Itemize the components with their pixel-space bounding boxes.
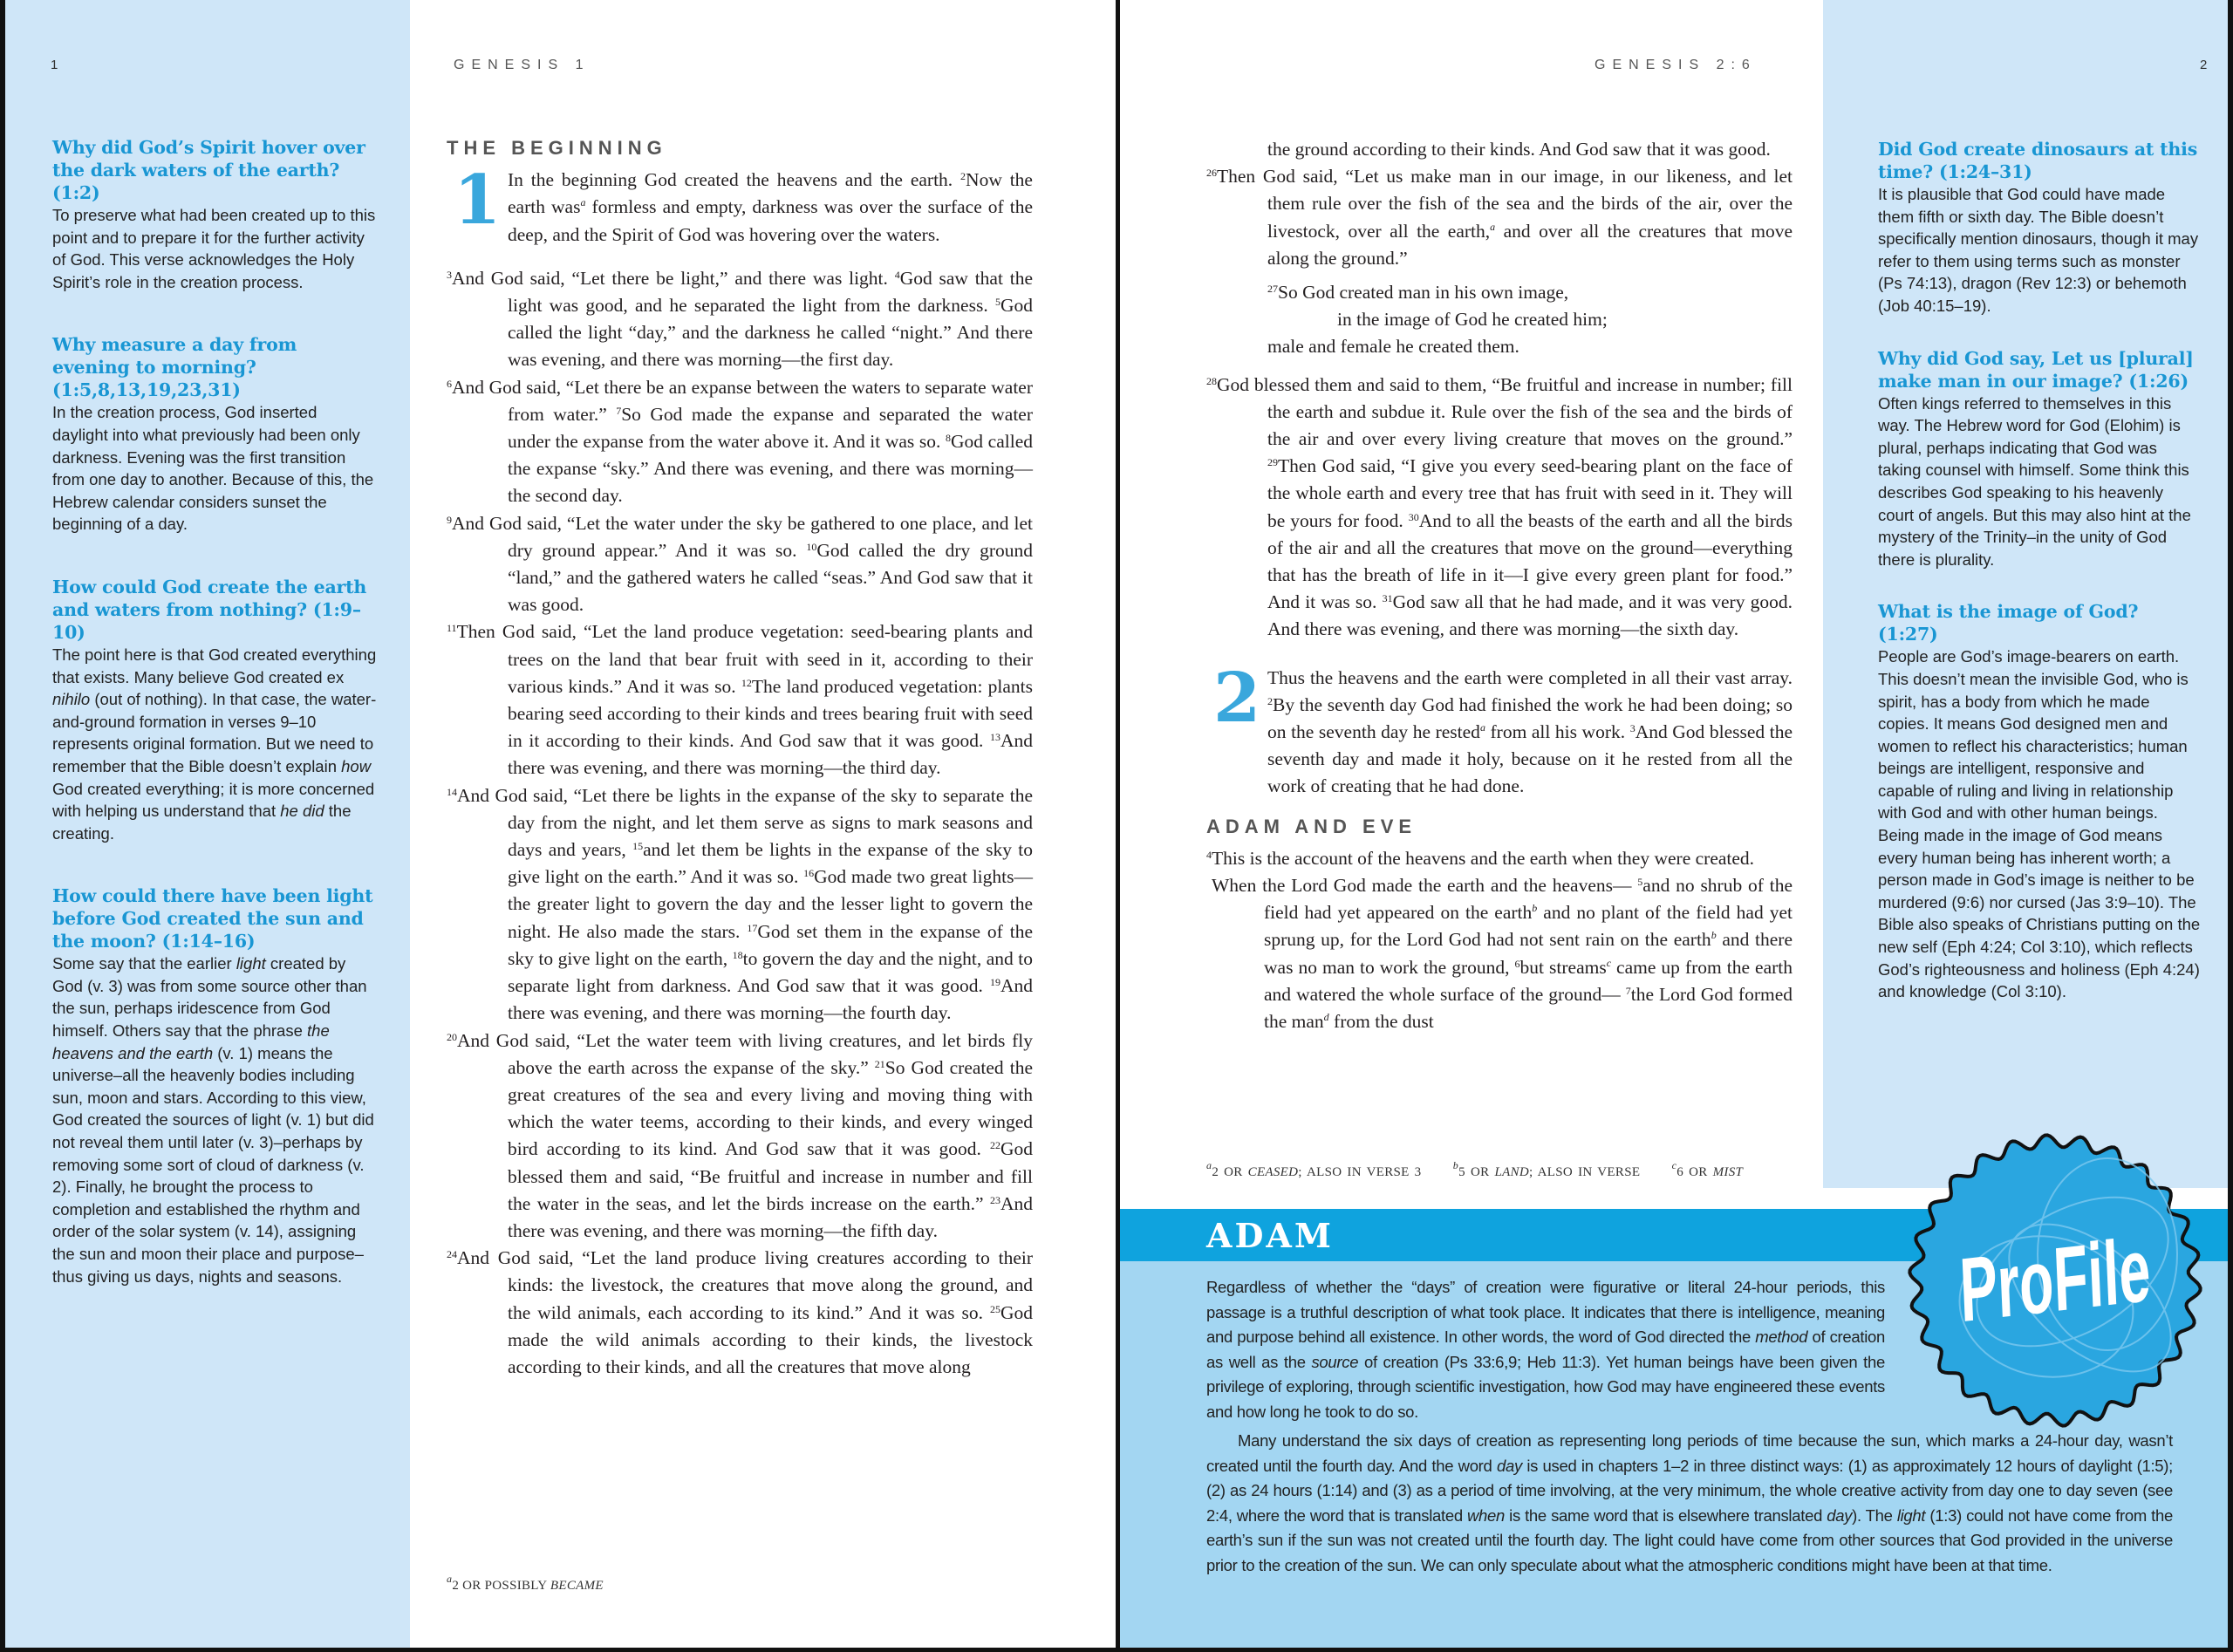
verse-number: 13 (989, 731, 1000, 744)
qa-item (1878, 347, 2201, 571)
verse-number: 6 (447, 377, 452, 390)
footnote-marker: b (1532, 902, 1538, 915)
qa-item (1878, 138, 2201, 317)
verse-number: 29 (1267, 456, 1278, 469)
italic-text: CEASED (1247, 1165, 1299, 1179)
footnote: $^a$2 OR POSSIBLY BECAME (447, 1573, 604, 1593)
verse-number: 8 (946, 432, 952, 445)
qa-item (52, 333, 377, 536)
verse-paragraph (1206, 658, 1793, 801)
verse-text: Thus the heavens and the earth were completed in all their vast array. $^2$By the seventh day God had finished the work he had been doing; so on the seventh day he rested$^a$ from all his work. $^3$And God blessed the seventh day and made it holy, because on it he rested from all the work of creating that he had done. (1267, 666, 1793, 797)
qa-body: In the creation process, God inserted daylight into what previously had been only darkness. Evening was the first transition from one day to another. Because of this, the Hebrew calendar considers sunset the beginning of a day. (52, 403, 374, 534)
footnotes-right (1206, 1159, 1744, 1180)
running-head-left: GENESIS 1 (454, 58, 591, 72)
poem-line: in the image of God he created him; (1337, 309, 1608, 331)
verse-number: 3 (447, 268, 452, 281)
qa-title: How could there have been light before God created the sun and the moon? (1:14–16) (52, 885, 373, 952)
verse-number: 28 (1206, 374, 1217, 387)
italic-text: light (236, 954, 266, 973)
right-sidebar-questions (1878, 138, 2201, 1043)
footnote-marker: a (580, 196, 586, 209)
page-edge-bottom (0, 1648, 2233, 1652)
verse-number: 17 (747, 921, 758, 934)
verse-number: 10 (806, 540, 817, 553)
verse-number: 16 (803, 867, 815, 880)
verse-number: 3 (1629, 722, 1635, 735)
italic-text: the heavens and the earth (52, 1021, 330, 1062)
qa-title: What is the image of God? (1:27) (1878, 601, 2139, 645)
verse-number: 21 (874, 1057, 885, 1070)
verse-number: 31 (1382, 592, 1393, 605)
verse-number: 20 (447, 1030, 457, 1043)
italic-text: how (341, 756, 372, 775)
verse-paragraph: $^{28}$God blessed them and said to them, “Be fruitful and increase in number; fill the earth and subdue it. Rule over the fish of the sea and the birds of the air and over every living creature that moves on the ground.” $^{29}$Then God said, “I give you every seed-bearing plant on the face of the whole earth and every tree that has fruit with seed in it. They will be yours for food. $^{30}$And to all the beasts of the earth and all the birds of the air and all the creatures that move on the ground—everything that has the breath of life in it—I give every green plant for food.” And it was so. $^{31}$God saw all that he had made, and it was very good. And there was evening, and there was morning—the sixth day. (1206, 373, 1793, 640)
qa-title: How could God create the earth and waters from nothing? (1:9–10) (52, 576, 367, 643)
footnote-marker: d (1323, 1011, 1329, 1024)
page-edge-right (2228, 0, 2233, 1652)
badge-label: ProFile (1957, 1219, 2153, 1341)
verse-paragraph: $^{11}$Then God said, “Let the land produce vegetation: seed-bearing plants and trees on the land that bear fruit with seed in it, according to their various kinds.” And it was so. $^{12}$The land produced vegetation: plants bearing seed according to their kinds and trees bearing fruit with seed in it according to their kinds. And God saw that it was good. $^{13}$And there was evening, and there was morning—the third day. (447, 621, 1033, 779)
verse-number: 7 (1625, 984, 1631, 997)
verse-paragraph: When the Lord God made the earth and the heavens— $^5$and no shrub of the field had yet appeared on the earth$^b$ and no plant of the field had yet sprung up, for the Lord God had not sent rain on the earth$^b$ and there was no man to work the ground, $^6$but streams$^c$ came up from the earth and watered the whole surface of the ground— $^7$the Lord God formed the man$^d$ from the dust (1212, 875, 1793, 1033)
verse-number: 5 (994, 296, 1000, 309)
poem-line: male and female he created them. (1267, 336, 1519, 358)
page-number-left: 1 (51, 58, 58, 72)
page-number-right: 2 (2200, 58, 2208, 72)
verse-number: 22 (989, 1139, 1000, 1152)
qa-title: Did God create dinosaurs at this time? (1:24–31) (1878, 139, 2198, 182)
qa-body: It is plausible that God could have made them fifth or sixth day. The Bible doesn’t specifically mention dinosaurs, though it may refer to them using terms such as monster (Ps 74:13), dragon (Rev 12:3) or behemoth (Job 40:15–19). (1878, 185, 2199, 315)
verse-number: 4 (894, 268, 900, 281)
italic-text: method (1755, 1328, 1808, 1347)
verse-number: 2 (960, 170, 966, 183)
italic-text: BECAME (550, 1579, 604, 1593)
verse-paragraph: $^9$And God said, “Let the water under the sky be gathered to one place, and let dry ground appear.” And it was so. $^{10}$God called the dry ground “land,” and the gathered waters he called “seas.” And God saw that it was good. (447, 512, 1034, 616)
verse-number: 26 (1206, 167, 1217, 180)
footnote-marker: c (1606, 956, 1612, 969)
verse-number: 11 (447, 622, 457, 635)
verse-number: 6 (1514, 957, 1520, 970)
footnote: $^b$5 OR LAND; ALSO IN VERSE (1452, 1159, 1641, 1179)
left-sidebar-questions (52, 136, 377, 1328)
italic-text: day (1827, 1505, 1853, 1525)
poem-line: $^{27}$So God created man in his own image, (1267, 282, 1569, 304)
qa-body: Often kings referred to themselves in this way. The Hebrew word for God (Elohim) is plural, perhaps indicating that God was taking counsel with himself. Some think this describes God speaking to his heavenly court of angels. But this may also hint at the mystery of the Trinity–in the unity of God there is plurality. (1878, 393, 2191, 569)
qa-body: To preserve what had been created up to this point and to prepare it for the further activity of God. This verse acknowledges the Holy Spirit’s role in the creation process. (52, 206, 376, 291)
footnote-marker: a (447, 1573, 453, 1585)
footnote-marker: c (1671, 1159, 1677, 1171)
verse-number: 14 (447, 785, 457, 798)
verse-number: 27 (1267, 283, 1278, 296)
verse-number: 4 (1206, 848, 1212, 861)
italic-text: he did (280, 802, 324, 821)
qa-item (52, 576, 377, 844)
qa-item (52, 136, 377, 293)
footnote: $^a$2 OR CEASED; ALSO IN VERSE 3 (1206, 1159, 1422, 1179)
profile-badge (1898, 1123, 2212, 1437)
verse-text: In the beginning God created the heavens and the earth. $^2$Now the earth was$^a$ formless and empty, darkness was over the surface of the deep, and the Spirit of God was hovering over the waters. (508, 169, 1034, 245)
chapter-number-dropcap: 2 (1213, 658, 1261, 738)
verse-paragraph: $^4$This is the account of the heavens and the earth when they were created. (1206, 847, 1755, 869)
qa-title: Why measure a day from evening to morning? (1:5,8,13,19,23,31) (52, 334, 297, 401)
verse-paragraph: the ground according to their kinds. And God saw that it was good. (1267, 139, 1771, 160)
running-head-right: GENESIS 2:6 (1595, 58, 1757, 72)
italic-text: MIST (1712, 1165, 1744, 1179)
qa-title: Why did God say, Let us [plural] make man in our image? (1:26) (1878, 347, 2194, 392)
verse-number: 25 (989, 1302, 1000, 1315)
footnote-marker: b (1452, 1159, 1459, 1171)
footnote: $^c$6 OR MIST (1671, 1159, 1744, 1179)
verse-number: 9 (447, 513, 452, 526)
verse-number: 19 (989, 976, 1000, 989)
qa-item (1878, 600, 2201, 1003)
footnote-marker: b (1711, 929, 1717, 942)
verse-paragraph: $^3$And God said, “Let there be light,” and there was light. $^4$God saw that the light was good, and he separated the light from the darkness. $^5$God called the light “day,” and the darkness he called “night.” And there was evening, and there was morning—the first day. (447, 267, 1033, 371)
italic-text: when (1467, 1505, 1506, 1525)
section-heading: ADAM AND EVE (1206, 815, 1417, 837)
italic-text: light (1896, 1505, 1926, 1525)
verse-number: 2 (1267, 694, 1273, 707)
verse-number: 7 (616, 404, 622, 417)
verse-paragraph: $^{14}$And God said, “Let there be lights in the expanse of the sky to separate the day from the night, and let them serve as signs to mark seasons and days and years, $^{15}$and let them be lights in the expanse of the sky to give light on the earth.” And it was so. $^{16}$God made two great lights—the greater light to govern the day and the lesser light to govern the night. He also made the stars. $^{17}$God set them in the expanse of the sky to give light on the earth, $^{18}$to govern the day and the night, and to separate light from darkness. And God saw that it was good. $^{19}$And there was evening, and there was morning—the fourth day. (447, 784, 1034, 1024)
footnote-marker: a (1490, 220, 1496, 233)
qa-body: The point here is that God created everything that exists. Many believe God created ex nihilo (out of nothing). In that case, the water-and-ground formation in verses 9–10 represents original formation. But we need to remember that the Bible doesn’t explain how God created everything; it is more concerned with helping us understand that he did the creating. (52, 645, 377, 843)
footnote-marker: a (1479, 721, 1485, 734)
verse-number: 12 (741, 676, 752, 689)
qa-item (52, 884, 377, 1287)
qa-body: People are God’s image-bearers on earth. This doesn’t mean the invisible God, who is spirit, has a body from which he made copies. It means God designed men and women to reflect his characteristics; human beings are intelligent, responsive and capable of ruling and living in relationship with God and with other human beings. Being made in the image of God means every human being has inherent worth; a person made in God’s image is neither to be murdered (9:6) nor cursed (Jas 3:9–10). The Bible also speaks of Christians putting on the new self (Eph 4:24; Col 3:10), which reflects God’s righteousness and holiness (Eph 4:24) and knowledge (Col 3:10). (1878, 647, 2201, 1001)
section-heading: THE BEGINNING (447, 137, 667, 159)
qa-title: Why did God’s Spirit hover over the dark waters of the earth? (1:2) (52, 137, 365, 203)
verse-number: 30 (1408, 510, 1419, 523)
scripture-column-right (1206, 136, 1793, 1035)
verse-paragraph: $^{20}$And God said, “Let the water teem with living creatures, and let birds fly above the earth across the expanse of the sky.” $^{21}$So God created the great creatures of the sea and every living and moving thing with which the water teems, according to their kinds, and every winged bird according to its kind. And God saw that it was good. $^{22}$God blessed them and said, “Be fruitful and increase in number and fill the water in the seas, and let the birds increase on the earth.” $^{23}$And there was evening, and there was morning—the fifth day. (447, 1029, 1033, 1241)
scripture-column-left (447, 134, 1033, 1381)
verse-number: 18 (732, 948, 743, 961)
chapter-number-dropcap: 1 (454, 160, 502, 241)
qa-body: Some say that the earlier light created by God (v. 3) was from some source other than the sun, perhaps iridescence from God himself. Others say that the phrase the heavens and the earth (v. 1) means the universe–all the heavenly bodies including sun, moon and stars. According to this view, God created the sources of light (v. 1) but did not reveal them until later (v. 3)–perhaps by removing some sort of cloud of darkness (v. 2). Finally, he brought the process to completion and established the rhythm and order of the solar system (v. 14), assigning the sun and moon their place and purpose–thus giving us days, nights and seasons. (52, 954, 374, 1286)
italic-text: nihilo (52, 690, 91, 709)
verse-paragraph: $^{26}$Then God said, “Let us make man in our image, in our likeness, and let them rule over the fish of the sea and the birds of the air, over the livestock, over all the earth,$^a$ and over all the creatures that move along the ground.” (1206, 166, 1793, 269)
italic-text: day (1496, 1456, 1522, 1475)
profile-title: ADAM (1206, 1216, 1334, 1255)
verse-paragraph: $^6$And God said, “Let there be an expanse between the waters to separate water from water.” $^7$So God made the expanse and separated the water under the expanse from the water above it. And it was so. $^8$God called the expanse “sky.” And there was evening, and there was morning—the second day. (447, 376, 1033, 507)
verse-number: 5 (1637, 876, 1643, 889)
profile-paragraph: Many understand the six days of creation as representing long periods of time because the sun, which marks a 24-hour day, wasn’t created until the fourth day. And the word day is used in chapters 1–2 in three distinct ways: (1) as approximately 12 hours of daylight (1:5); (2) as 24 hours (1:14) and (3) as a period of time involving, at the very minimum, the whole creative activity from day one to day seven (see 2:4, where the word that is translated when is the same word that is elsewhere translated day). The light (1:3) could not have come from the earth’s sun if the sun was not created until the fourth day. The light could have come from other sources that God provided in the universe prior to the creation of the sun. We can only speculate about what the atmospheric conditions might have been at that time. (1206, 1431, 2173, 1574)
verse-paragraph: $^{24}$And God said, “Let the land produce living creatures according to their kinds: the livestock, the creatures that move along the ground, and the wild animals, each according to its kind.” And it was so. $^{25}$God made the wild animals according to their kinds, the livestock according to their kinds, and all the creatures that move along (447, 1247, 1033, 1377)
profile-paragraph: Regardless of whether the “days” of creation were figurative or literal 24-hour periods, this passage is a truthful description of what took place. It indicates that there is intelligence, meaning and purpose behind all existence. In other words, the word of God directed the method of creation as well as the source of creation (Ps 33:6,9; Heb 11:3). Yet human beings have been given the privilege of exploring, through scientific investigation, how God may have engineered these events and how long he took to do so. (1206, 1278, 1885, 1421)
verse-number: 15 (632, 840, 644, 853)
italic-text: source (1311, 1352, 1359, 1371)
poetry-block (1206, 279, 1793, 361)
verse-paragraph (447, 160, 1034, 249)
italic-text: LAND (1494, 1165, 1529, 1179)
verse-number: 24 (447, 1248, 457, 1261)
verse-number: 23 (989, 1193, 1000, 1206)
footnote-marker: a (1206, 1159, 1212, 1171)
